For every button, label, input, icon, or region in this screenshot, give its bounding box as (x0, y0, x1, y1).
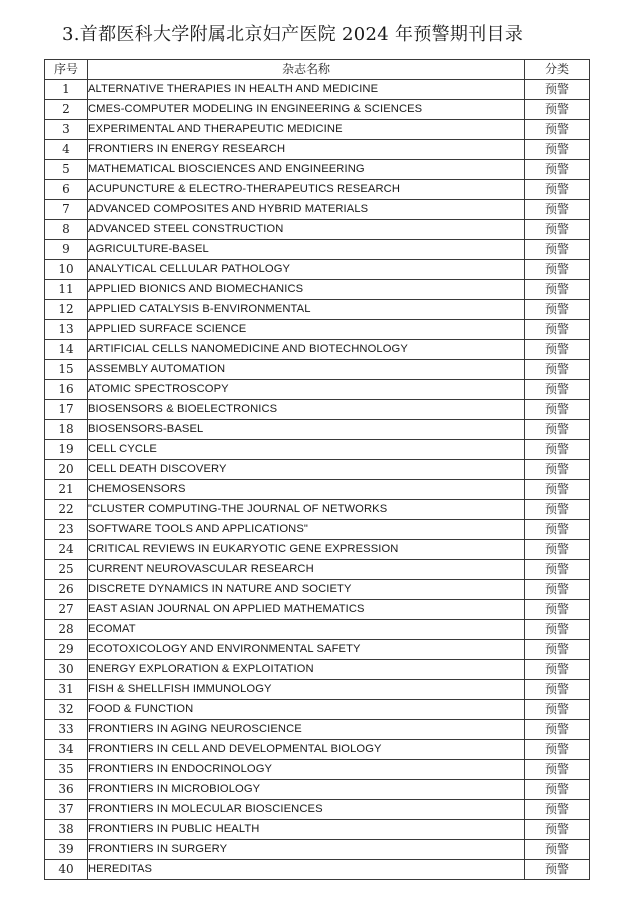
row-number: 32 (45, 700, 88, 720)
row-number: 17 (45, 400, 88, 420)
table-row (45, 580, 590, 600)
table-row (45, 320, 590, 340)
category-badge: 预警 (525, 220, 590, 240)
category-badge: 预警 (525, 500, 590, 520)
journal-name: AGRICULTURE-BASEL (88, 240, 525, 260)
table-row (45, 780, 590, 800)
table-row (45, 740, 590, 760)
journal-name: ATOMIC SPECTROSCOPY (88, 380, 525, 400)
category-badge: 预警 (525, 440, 590, 460)
table-row (45, 800, 590, 820)
table-row (45, 420, 590, 440)
row-number: 36 (45, 780, 88, 800)
table-row (45, 700, 590, 720)
journal-name: CELL DEATH DISCOVERY (88, 460, 525, 480)
category-badge: 预警 (525, 460, 590, 480)
category-badge: 预警 (525, 700, 590, 720)
table-row (45, 380, 590, 400)
table-row (45, 460, 590, 480)
row-number: 26 (45, 580, 88, 600)
row-number: 19 (45, 440, 88, 460)
category-badge: 预警 (525, 840, 590, 860)
journal-name: CMES-COMPUTER MODELING IN ENGINEERING & SCIENCES (88, 100, 525, 120)
journal-name: ADVANCED COMPOSITES AND HYBRID MATERIALS (88, 200, 525, 220)
journal-name: HEREDITAS (88, 860, 525, 880)
table-row (45, 620, 590, 640)
row-number: 20 (45, 460, 88, 480)
journal-name: BIOSENSORS-BASEL (88, 420, 525, 440)
journal-name: FRONTIERS IN MICROBIOLOGY (88, 780, 525, 800)
table-row (45, 100, 590, 120)
table-row (45, 500, 590, 520)
journal-name: MATHEMATICAL BIOSCIENCES AND ENGINEERING (88, 160, 525, 180)
table-row (45, 480, 590, 500)
header-no: 序号 (45, 60, 88, 80)
table-row (45, 560, 590, 580)
row-number: 14 (45, 340, 88, 360)
table-row (45, 80, 590, 100)
category-badge: 预警 (525, 580, 590, 600)
journal-name: EXPERIMENTAL AND THERAPEUTIC MEDICINE (88, 120, 525, 140)
category-badge: 预警 (525, 80, 590, 100)
row-number: 27 (45, 600, 88, 620)
table-row (45, 760, 590, 780)
journal-name: FRONTIERS IN MOLECULAR BIOSCIENCES (88, 800, 525, 820)
table-row (45, 400, 590, 420)
row-number: 16 (45, 380, 88, 400)
category-badge: 预警 (525, 340, 590, 360)
row-number: 1 (45, 80, 88, 100)
category-badge: 预警 (525, 240, 590, 260)
table-row (45, 840, 590, 860)
row-number: 37 (45, 800, 88, 820)
journal-name: ECOMAT (88, 620, 525, 640)
journal-name: CHEMOSENSORS (88, 480, 525, 500)
category-badge: 预警 (525, 740, 590, 760)
category-badge: 预警 (525, 780, 590, 800)
table-row (45, 120, 590, 140)
row-number: 30 (45, 660, 88, 680)
journal-name: FRONTIERS IN ENDOCRINOLOGY (88, 760, 525, 780)
table-row (45, 360, 590, 380)
table-row (45, 600, 590, 620)
row-number: 31 (45, 680, 88, 700)
journal-name: ANALYTICAL CELLULAR PATHOLOGY (88, 260, 525, 280)
category-badge: 预警 (525, 140, 590, 160)
table-header-row (45, 60, 590, 80)
table-row (45, 680, 590, 700)
row-number: 8 (45, 220, 88, 240)
table-row (45, 280, 590, 300)
journal-name: "CLUSTER COMPUTING-THE JOURNAL OF NETWORKS (88, 500, 525, 520)
category-badge: 预警 (525, 720, 590, 740)
journal-name: FRONTIERS IN ENERGY RESEARCH (88, 140, 525, 160)
journal-name: DISCRETE DYNAMICS IN NATURE AND SOCIETY (88, 580, 525, 600)
row-number: 33 (45, 720, 88, 740)
header-category: 分类 (525, 60, 590, 80)
table-row (45, 140, 590, 160)
category-badge: 预警 (525, 480, 590, 500)
category-badge: 预警 (525, 320, 590, 340)
row-number: 5 (45, 160, 88, 180)
table-row (45, 160, 590, 180)
table-row (45, 720, 590, 740)
row-number: 4 (45, 140, 88, 160)
category-badge: 预警 (525, 660, 590, 680)
journal-name: CELL CYCLE (88, 440, 525, 460)
row-number: 13 (45, 320, 88, 340)
row-number: 12 (45, 300, 88, 320)
category-badge: 预警 (525, 300, 590, 320)
journal-name: ECOTOXICOLOGY AND ENVIRONMENTAL SAFETY (88, 640, 525, 660)
row-number: 3 (45, 120, 88, 140)
category-badge: 预警 (525, 620, 590, 640)
journal-name: CRITICAL REVIEWS IN EUKARYOTIC GENE EXPRESSION (88, 540, 525, 560)
row-number: 29 (45, 640, 88, 660)
category-badge: 预警 (525, 640, 590, 660)
category-badge: 预警 (525, 260, 590, 280)
journal-name: FOOD & FUNCTION (88, 700, 525, 720)
row-number: 22 (45, 500, 88, 520)
journal-name: ADVANCED STEEL CONSTRUCTION (88, 220, 525, 240)
category-badge: 预警 (525, 680, 590, 700)
category-badge: 预警 (525, 520, 590, 540)
document-title: 3.首都医科大学附属北京妇产医院 2024 年预警期刊目录 (62, 24, 524, 45)
row-number: 18 (45, 420, 88, 440)
journal-name: BIOSENSORS & BIOELECTRONICS (88, 400, 525, 420)
category-badge: 预警 (525, 420, 590, 440)
row-number: 11 (45, 280, 88, 300)
table-body (45, 80, 590, 880)
journal-name: CURRENT NEUROVASCULAR RESEARCH (88, 560, 525, 580)
journal-name: FRONTIERS IN PUBLIC HEALTH (88, 820, 525, 840)
journal-table (44, 59, 590, 880)
table-row (45, 440, 590, 460)
row-number: 25 (45, 560, 88, 580)
journal-name: SOFTWARE TOOLS AND APPLICATIONS" (88, 520, 525, 540)
row-number: 24 (45, 540, 88, 560)
row-number: 28 (45, 620, 88, 640)
table-row (45, 300, 590, 320)
category-badge: 预警 (525, 800, 590, 820)
journal-name: ARTIFICIAL CELLS NANOMEDICINE AND BIOTECHNOLOGY (88, 340, 525, 360)
journal-name: APPLIED SURFACE SCIENCE (88, 320, 525, 340)
category-badge: 预警 (525, 860, 590, 880)
table-row (45, 340, 590, 360)
row-number: 23 (45, 520, 88, 540)
table-row (45, 520, 590, 540)
row-number: 21 (45, 480, 88, 500)
header-journal-name: 杂志名称 (88, 60, 525, 80)
category-badge: 预警 (525, 760, 590, 780)
row-number: 15 (45, 360, 88, 380)
category-badge: 预警 (525, 820, 590, 840)
row-number: 6 (45, 180, 88, 200)
row-number: 2 (45, 100, 88, 120)
table-row (45, 660, 590, 680)
row-number: 39 (45, 840, 88, 860)
category-badge: 预警 (525, 160, 590, 180)
row-number: 10 (45, 260, 88, 280)
table-row (45, 860, 590, 880)
category-badge: 预警 (525, 100, 590, 120)
category-badge: 预警 (525, 600, 590, 620)
journal-name: ACUPUNCTURE & ELECTRO-THERAPEUTICS RESEARCH (88, 180, 525, 200)
category-badge: 预警 (525, 400, 590, 420)
category-badge: 预警 (525, 200, 590, 220)
row-number: 9 (45, 240, 88, 260)
category-badge: 预警 (525, 560, 590, 580)
journal-name: ALTERNATIVE THERAPIES IN HEALTH AND MEDICINE (88, 80, 525, 100)
category-badge: 预警 (525, 360, 590, 380)
row-number: 35 (45, 760, 88, 780)
row-number: 38 (45, 820, 88, 840)
table-row (45, 640, 590, 660)
table-row (45, 220, 590, 240)
table-row (45, 540, 590, 560)
table-row (45, 180, 590, 200)
category-badge: 预警 (525, 540, 590, 560)
journal-name: APPLIED CATALYSIS B-ENVIRONMENTAL (88, 300, 525, 320)
journal-name: APPLIED BIONICS AND BIOMECHANICS (88, 280, 525, 300)
journal-name: FRONTIERS IN CELL AND DEVELOPMENTAL BIOLOGY (88, 740, 525, 760)
journal-name: FRONTIERS IN AGING NEUROSCIENCE (88, 720, 525, 740)
journal-name: FRONTIERS IN SURGERY (88, 840, 525, 860)
category-badge: 预警 (525, 180, 590, 200)
journal-name: FISH & SHELLFISH IMMUNOLOGY (88, 680, 525, 700)
table-row (45, 200, 590, 220)
journal-name: ENERGY EXPLORATION & EXPLOITATION (88, 660, 525, 680)
category-badge: 预警 (525, 380, 590, 400)
category-badge: 预警 (525, 280, 590, 300)
row-number: 40 (45, 860, 88, 880)
row-number: 7 (45, 200, 88, 220)
row-number: 34 (45, 740, 88, 760)
journal-name: EAST ASIAN JOURNAL ON APPLIED MATHEMATICS (88, 600, 525, 620)
journal-name: ASSEMBLY AUTOMATION (88, 360, 525, 380)
table-row (45, 240, 590, 260)
table-row (45, 820, 590, 840)
category-badge: 预警 (525, 120, 590, 140)
table-row (45, 260, 590, 280)
